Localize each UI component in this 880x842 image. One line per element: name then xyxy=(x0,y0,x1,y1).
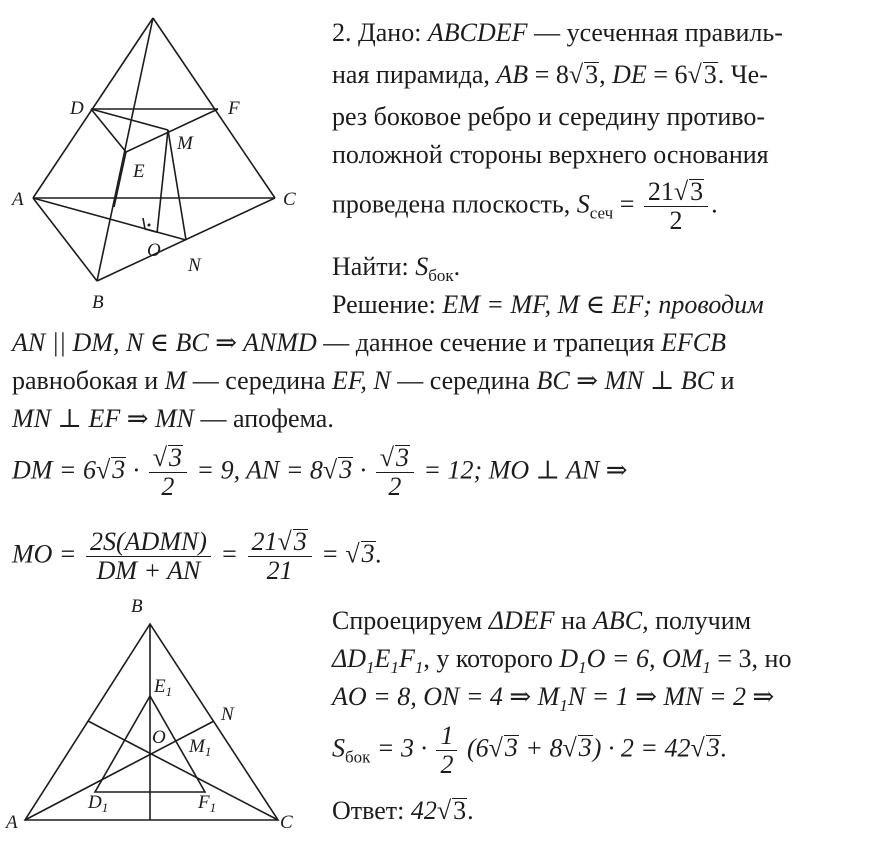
solution-sbok: $S_{бок} = 3$ · $\frac{1}{2}$ (6√3 + 8√3) · 2 = 42√3. xyxy=(332,721,728,779)
solution-line-4: MN ⊥ EF ⇒ MN — апофема. xyxy=(12,404,334,433)
label-F1: $F_1$ xyxy=(198,792,217,815)
label-E1: $E_1$ xyxy=(154,676,173,699)
edge-apex-C xyxy=(153,18,275,198)
label-A: A xyxy=(12,189,24,210)
problem-line-2: ная пирамида, AB = 8√3, DE = 6√3. Че- xyxy=(332,60,768,89)
edge-apex-B xyxy=(97,18,153,281)
projection-line-3: AO = 8, ON = 4 ⇒ $M_1N = 1$ ⇒ MN = 2 ⇒ xyxy=(332,682,775,716)
label-E: E xyxy=(133,161,145,182)
problem-find: Найти: $S_{бок}$. xyxy=(332,252,461,286)
label-M1: $M_1$ xyxy=(189,736,212,759)
label-D1: $D_1$ xyxy=(88,792,109,815)
edge-AB xyxy=(33,198,97,281)
median-A xyxy=(25,721,217,820)
problem-line-1: 2. Дано: ABCDEF — усеченная правиль- xyxy=(332,18,783,47)
label-O: O xyxy=(152,727,166,748)
edge-DE xyxy=(91,109,126,152)
label-A: A xyxy=(6,812,18,833)
solution-dm-an: DM = 6√3 · $\frac{√3}{2}$ = 9, AN = 8√3 · $\frac{√3}{2}$ = 12; MO ⊥ AN ⇒ xyxy=(12,443,628,501)
label-M: M xyxy=(177,133,193,154)
problem-line-4: положной стороны верхнего основания xyxy=(332,140,769,169)
median-C xyxy=(88,721,278,820)
solution-line-1: Решение: EM = MF, M ∈ EF; проводим xyxy=(332,290,764,319)
segment-MO xyxy=(157,130,168,233)
label-C: C xyxy=(283,189,296,210)
label-N: N xyxy=(221,704,234,725)
projection-line-1: Спроецируем ΔDEF на ABC, получим xyxy=(332,606,752,635)
solution-mo: MO = $\frac{\text{2S(ADMN)}}{DM + AN}$ = $\frac{21√3}{21}$ = √3. xyxy=(12,527,383,585)
label-N: N xyxy=(188,255,201,276)
triangle-ABC xyxy=(25,624,278,820)
label-O: O xyxy=(147,240,161,261)
s-sec-fraction: $\frac{21√3}{2}$ xyxy=(644,178,708,235)
label-D: D xyxy=(70,98,84,119)
segment-AN xyxy=(33,198,186,240)
problem-line-5: проведена плоскость, $S_{сеч}$ = $\frac{21√3}{2}$ . xyxy=(332,177,718,235)
solution-line-2: AN || DM, N ∈ BC ⇒ ANMD — данное сечение и трапеция EFCB xyxy=(12,328,726,357)
solution-line-3: равнобокая и M — середина EF, N — середина BC ⇒ MN ⊥ BC и xyxy=(12,366,735,395)
label-B: B xyxy=(131,596,143,617)
figure-truncated-pyramid xyxy=(0,0,320,320)
label-F: F xyxy=(228,98,240,119)
label-B: B xyxy=(92,292,104,313)
problem-line-3: рез боковое ребро и середину противо- xyxy=(332,102,766,131)
right-angle-dot xyxy=(148,224,151,227)
answer-line: Ответ: 42√3. xyxy=(332,796,474,825)
figure-projection-triangle xyxy=(0,596,320,842)
edge-EF xyxy=(126,109,218,152)
projection-line-2: $\Delta D_1E_1F_1$, у которого $D_1O = 6$, $OM_1 = 3$, но xyxy=(332,644,792,678)
label-C: C xyxy=(280,812,293,833)
